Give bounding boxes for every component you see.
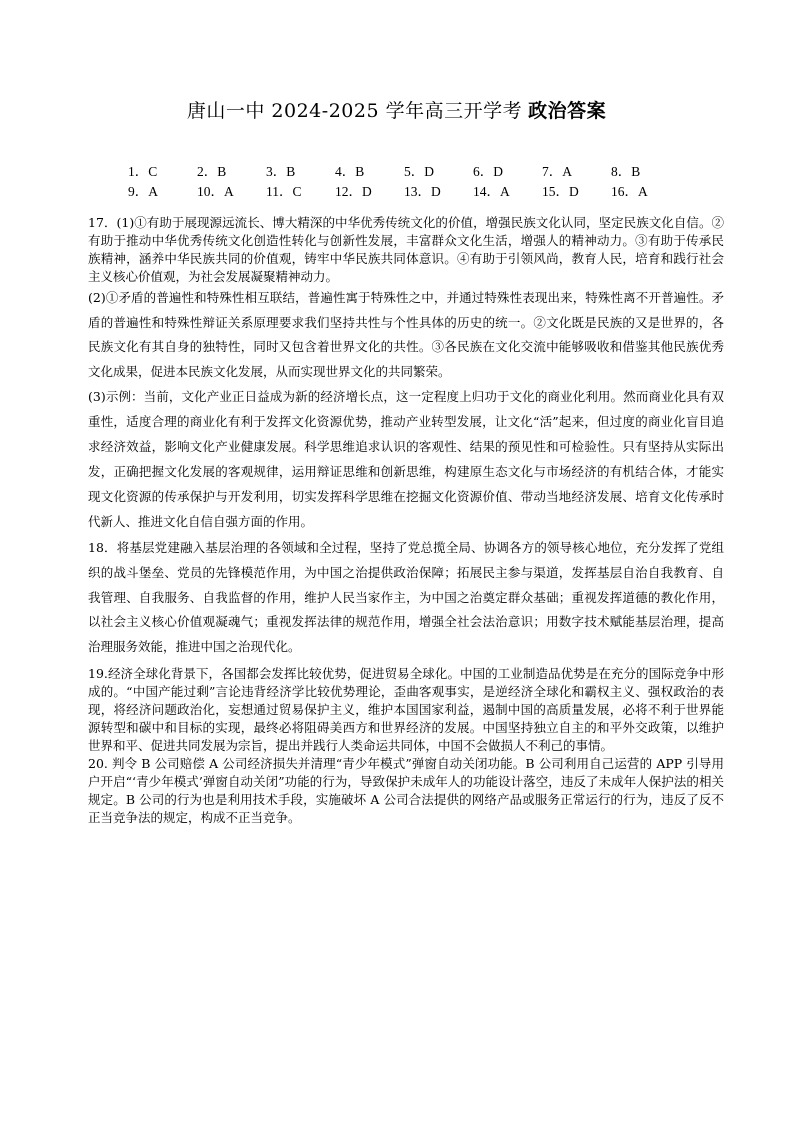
q18-answer: 18．将基层党建融入基层治理的各领域和全过程，坚持了党总揽全局、协调各方的领导核心地位，充分发挥了党组织的战斗堡垒、党员的先锋模范作用，为中国之治提供政治保障；拓展民主参与渠道，发挥基层自治自我教育、自我管理、自我服务、自我监督的作用，维护人民当家作主，为中国之治奠定群众基础；重视发挥道德的教化作用，以社会主义核心价值观凝魂气；重视发挥法律的规范作用，增强全社会法治意识；用数字技术赋能基层治理，提高治理服务效能，推进中国之治现代化。 bbox=[88, 540, 724, 655]
answer-item: 10．A bbox=[197, 184, 234, 199]
choice-answers bbox=[128, 162, 688, 202]
title-subject: 政治答案 bbox=[528, 100, 607, 122]
q17-part2: (2)①矛盾的普遍性和特殊性相互联结，普遍性寓于特殊性之中，并通过特殊性表现出来，特殊性离不开普遍性。矛盾的普遍性和特殊性辩证关系原理要求我们坚持共性与个性具体的历史的统一。②文化既是民族的又是世界的，各民族文化有其自身的独特性，同时又包含着世界文化的共性。③各民族在文化交流中能够吸收和借鉴其他民族优秀文化成果，促进本民族文化发展，从而实现世界文化的共同繁荣。 bbox=[88, 290, 724, 379]
answer-item: 7．A bbox=[542, 164, 572, 179]
title-main: 唐山一中 2024-2025 学年高三开学考 bbox=[186, 100, 523, 122]
answer-item: 4．B bbox=[335, 164, 365, 179]
answer-item: 9．A bbox=[128, 184, 158, 199]
answer-item: 1．C bbox=[128, 164, 158, 179]
answer-item: 5．D bbox=[404, 164, 434, 179]
answer-item: 14．A bbox=[473, 184, 510, 199]
answer-item: 6．D bbox=[473, 164, 503, 179]
answer-row bbox=[128, 182, 688, 202]
answer-row bbox=[128, 162, 688, 182]
answer-item: 12．D bbox=[335, 184, 372, 199]
answer-body bbox=[88, 214, 724, 827]
answer-item: 2．B bbox=[197, 164, 227, 179]
q20-answer: 20. 判令 B 公司赔偿 A 公司经济损失并清理“青少年模式”弹窗自动关闭功能。B 公司利用自己运营的 APP 引导用户开启“‘青少年模式’弹窗自动关闭”功能的行为，导致保护未成年人的功能设计落空，违反了未成年人保护法的相关规定。B 公司的行为也是利用技术手段，实施破坏 A 公司合法提供的网络产品或服务正常运行的行为，违反了反不正当竞争法的规定，构成不正当竞争。 bbox=[88, 755, 724, 825]
q17-part1: 17．(1)①有助于展现源远流长、博大精深的中华优秀传统文化的价值，增强民族文化认同，坚定民族文化自信。②有助于推动中华优秀传统文化创造性转化与创新性发展，丰富群众文化生活，增强人的精神动力。③有助于传承民族精神，涵养中华民族共同的价值观，铸牢中华民族共同体意识。④有助于引领风尚，教育人民，培育和践行社会主义核心价值观，为社会发展凝聚精神动力。 bbox=[88, 215, 724, 284]
answer-item: 16．A bbox=[611, 184, 648, 199]
q17-part3: (3)示例：当前，文化产业正日益成为新的经济增长点，这一定程度上归功于文化的商业化利用。然而商业化具有双重性，适度合理的商业化有利于发挥文化资源优势，推动产业转型发展，让文化“活”起来，但过度的商业化盲目追求经济效益，影响文化产业健康发展。科学思维追求认识的客观性、结果的预见性和可检验性。只有坚持从实际出发，正确把握文化发展的客观规律，运用辩证思维和创新思维，构建原生态文化与市场经济的有机结合体，才能实现文化资源的传承保护与开发利用，切实发挥科学思维在挖掘文化资源价值、带动当地经济发展、培育文化传承时代新人、推进文化自信自强方面的作用。 bbox=[88, 389, 724, 529]
q19-answer: 19.经济全球化背景下，各国都会发挥比较优势，促进贸易全球化。中国的工业制造品优势是在充分的国际竞争中形成的。“中国产能过剩”言论违背经济学比较优势理论，歪曲客观事实，是逆经济全球化和霸权主义、强权政治的表现，将经济问题政治化，妄想通过贸易保护主义，维护本国国家利益，遏制中国的高质量发展，必将不利于世界能源转型和碳中和目标的实现，最终必将阻碍美西方和世界经济的发展。中国坚持独立自主的和平外交政策，以维护世界和平、促进共同发展为宗旨，提出并践行人类命运共同体，中国不会做损人不利己的事情。 bbox=[88, 665, 724, 753]
answer-item: 11．C bbox=[266, 184, 302, 199]
answer-item: 15．D bbox=[542, 184, 579, 199]
answer-item: 8．B bbox=[611, 164, 641, 179]
answer-item: 13．D bbox=[404, 184, 441, 199]
page-title bbox=[0, 96, 793, 123]
answer-item: 3．B bbox=[266, 164, 296, 179]
